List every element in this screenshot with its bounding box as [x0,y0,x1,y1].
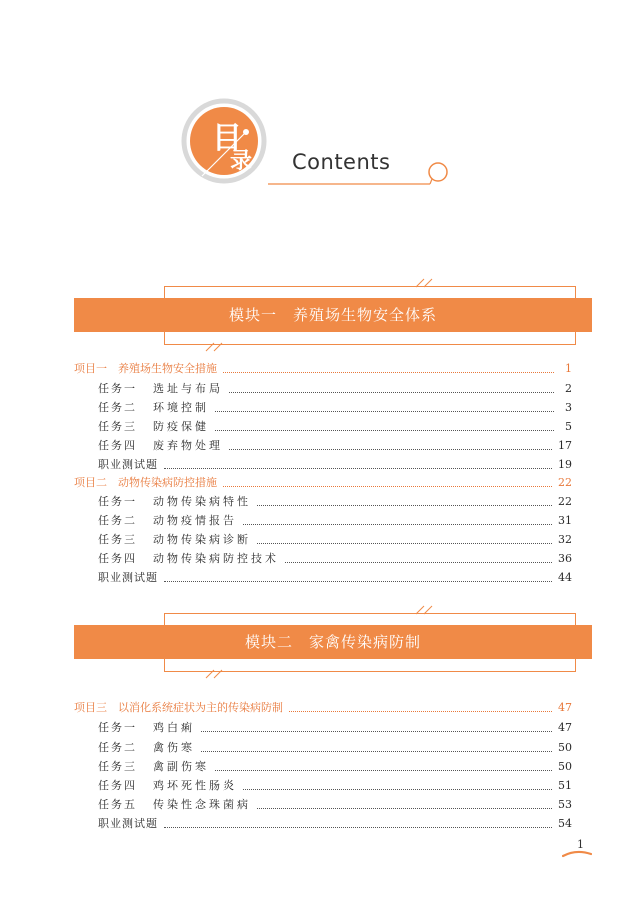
test-title: 职业测试题 [98,571,158,584]
task-title: 选址与布局 [153,382,223,395]
toc-entry-task[interactable] [74,510,572,528]
entry-page: 51 [558,779,572,792]
task-title: 动物传染病防控技术 [153,552,279,565]
task-number: 任务三 [98,420,137,433]
entry-page: 2 [565,382,572,395]
toc-entry-task[interactable] [74,416,572,434]
entry-title: 项目一 养殖场生物安全措施 [74,362,217,375]
contents-subtitle: Contents [292,150,391,174]
toc-entry-test[interactable] [74,813,572,831]
task-number: 任务四 [98,779,137,792]
dot-leader [223,371,554,373]
task-number: 任务三 [98,760,137,773]
dot-leader [285,561,552,563]
dot-leader [229,391,554,393]
dot-leader [201,730,552,732]
entry-page: 19 [558,458,572,471]
toc-entry-task[interactable] [74,548,572,566]
entry-page: 50 [558,760,572,773]
task-title: 防疫保健 [153,420,209,433]
dot-leader [201,750,552,752]
dot-leader [229,448,552,450]
title-character-lu: 录 [230,148,253,174]
entry-page: 47 [558,721,572,734]
toc-entry-task[interactable] [74,756,572,774]
toc-entry-project-2[interactable] [74,472,572,490]
dot-leader [215,410,554,412]
banner-slash-decoration [204,669,228,679]
module-banner-1 [74,278,592,356]
entry-page: 31 [558,514,572,527]
module-title: 模块一 养殖场生物安全体系 [228,306,437,324]
entry-page: 36 [558,552,572,565]
dot-leader [243,788,552,790]
task-title: 动物传染病诊断 [153,533,251,546]
toc-entry-task[interactable] [74,435,572,453]
page-number: 1 [577,838,584,851]
entry-page: 50 [558,741,572,754]
toc-entry-task[interactable] [74,397,572,415]
dot-leader [243,523,552,525]
module-banner-2 [74,605,592,683]
task-title: 传染性念珠菌病 [153,798,251,811]
toc-entry-task[interactable] [74,378,572,396]
toc-entry-task[interactable] [74,529,572,547]
toc-entry-task[interactable] [74,717,572,735]
dot-leader [257,542,552,544]
toc-entry-task[interactable] [74,491,572,509]
entry-page: 53 [558,798,572,811]
task-title: 鸡坏死性肠炎 [153,779,237,792]
task-title: 动物传染病特性 [153,495,251,508]
entry-page: 1 [565,362,572,375]
banner-slash-decoration [204,342,228,352]
toc-entry-test[interactable] [74,454,572,472]
entry-title: 项目三 以消化系统症状为主的传染病防制 [74,701,283,714]
task-number: 任务一 [98,721,137,734]
dot-leader [215,429,554,431]
dot-leader [164,467,552,469]
toc-entry-task[interactable] [74,794,572,812]
task-title: 动物疫情报告 [153,514,237,527]
task-number: 任务二 [98,741,137,754]
task-title: 禽伤寒 [153,741,195,754]
task-number: 任务二 [98,401,137,414]
task-number: 任务一 [98,382,137,395]
dot-leader [257,807,552,809]
task-number: 任务一 [98,495,137,508]
dot-leader [257,504,552,506]
dot-leader [164,580,552,582]
entry-title: 项目二 动物传染病防控措施 [74,476,217,489]
test-title: 职业测试题 [98,817,158,830]
banner-slash-decoration [414,605,438,615]
entry-page: 47 [558,701,572,714]
task-title: 鸡白痢 [153,721,195,734]
task-number: 任务四 [98,439,137,452]
page-number-swoosh [562,848,592,858]
banner-slash-decoration [414,278,438,288]
entry-page: 54 [558,817,572,830]
task-number: 任务四 [98,552,137,565]
entry-page: 17 [558,439,572,452]
entry-page: 5 [565,420,572,433]
entry-page: 3 [565,401,572,414]
entry-page: 44 [558,571,572,584]
dot-leader [289,710,552,712]
task-number: 任务五 [98,798,137,811]
test-title: 职业测试题 [98,458,158,471]
entry-page: 22 [558,495,572,508]
task-title: 环境控制 [153,401,209,414]
toc-entry-test[interactable] [74,567,572,585]
dot-leader [215,769,552,771]
module-title: 模块二 家禽传染病防制 [244,633,421,651]
entry-page: 22 [558,476,572,489]
toc-entry-project-1[interactable] [74,358,572,376]
task-title: 禽副伤寒 [153,760,209,773]
dot-leader [164,826,552,828]
entry-page: 32 [558,533,572,546]
dot-leader [223,485,552,487]
task-title: 废弃物处理 [153,439,223,452]
task-number: 任务二 [98,514,137,527]
toc-entry-task[interactable] [74,737,572,755]
title-character-mu: 目 [212,121,242,156]
toc-entry-task[interactable] [74,775,572,793]
task-number: 任务三 [98,533,137,546]
toc-entry-project-3[interactable] [74,697,572,715]
